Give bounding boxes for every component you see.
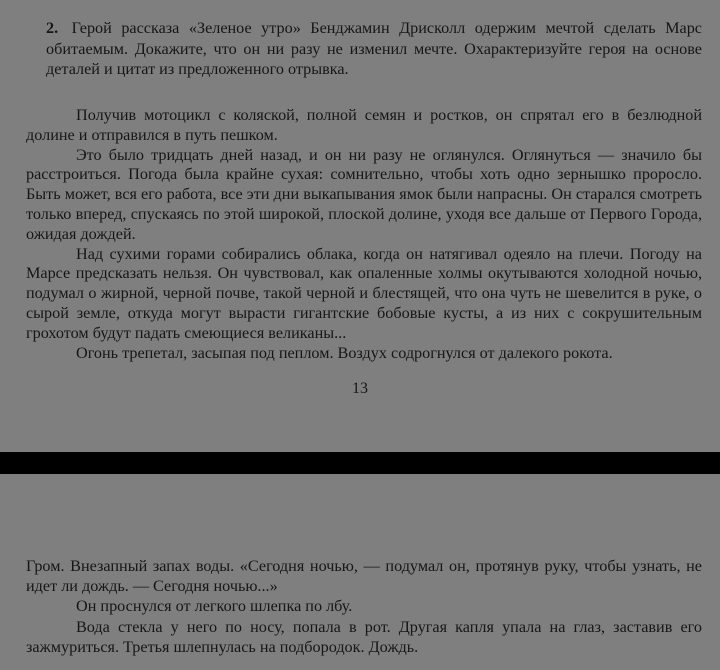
excerpt-paragraph: Огонь трепетал, засыпая под пеплом. Воздух содрогнулся от далекого рокота. <box>76 343 613 362</box>
story-continuation <box>26 556 702 657</box>
continuation-paragraph: Он проснулся от легкого шлепка по лбу. <box>76 597 353 616</box>
excerpt-paragraph: Над сухими горами собирались облака, когда он натягивал одеяло на плечи. Погоду на Марсе предсказать нельзя. Он чувствовал, как опаленные холмы окутываются холодной ночью, подумал о жирной, черной почве, такой черной и блестящей, что она чуть не шевелится в руке, о сырой земле, откуда могут вырасти гигантские бобовые кусты, а из них с сокрушительным грохотом будут падать смеющиеся великаны... <box>26 244 702 342</box>
task-number: 2. <box>46 19 59 37</box>
task-text: Герой рассказа «Зеленое утро» Бенджамин Дрисколл одержим мечтой сделать Марс обитаемым. Докажите, что он ни разу не изменил мечте. Охарактеризуйте героя на основе деталей и цитат из предложенного отрывка. <box>46 19 702 78</box>
continuation-paragraph: Вода стекла у него по носу, попала в рот. Другая капля упала на глаз, заставив его зажмуриться. Третья шлепнулась на подбородок. Дождь. <box>26 617 702 656</box>
task-statement <box>46 18 702 80</box>
excerpt-paragraph: Это было тридцать дней назад, и он ни разу не оглянулся. Оглянуться — значило бы расстроиться. Погода была крайне сухая: сомнительно, чтобы хоть одно зернышко проросло. Быть может, вся его работа, все эти дни выкапывания ямок были напрасны. Он старался смотреть только вперед, спускаясь по этой широкой, плоской долине, уходя все дальше от Первого Города, ожидая дождей. <box>26 145 702 243</box>
continuation-paragraph: Гром. Внезапный запах воды. «Сегодня ночью, — подумал он, протянув руку, чтобы узнать, не идет ли дождь. — Сегодня ночью...» <box>26 557 702 596</box>
page-number: 13 <box>352 380 368 397</box>
story-excerpt <box>26 106 702 363</box>
excerpt-paragraph: Получив мотоцикл с коляской, полной семян и ростков, он спрятал его в безлюдной долине и отправился в путь пешком. <box>26 106 702 144</box>
page-divider <box>0 452 720 474</box>
